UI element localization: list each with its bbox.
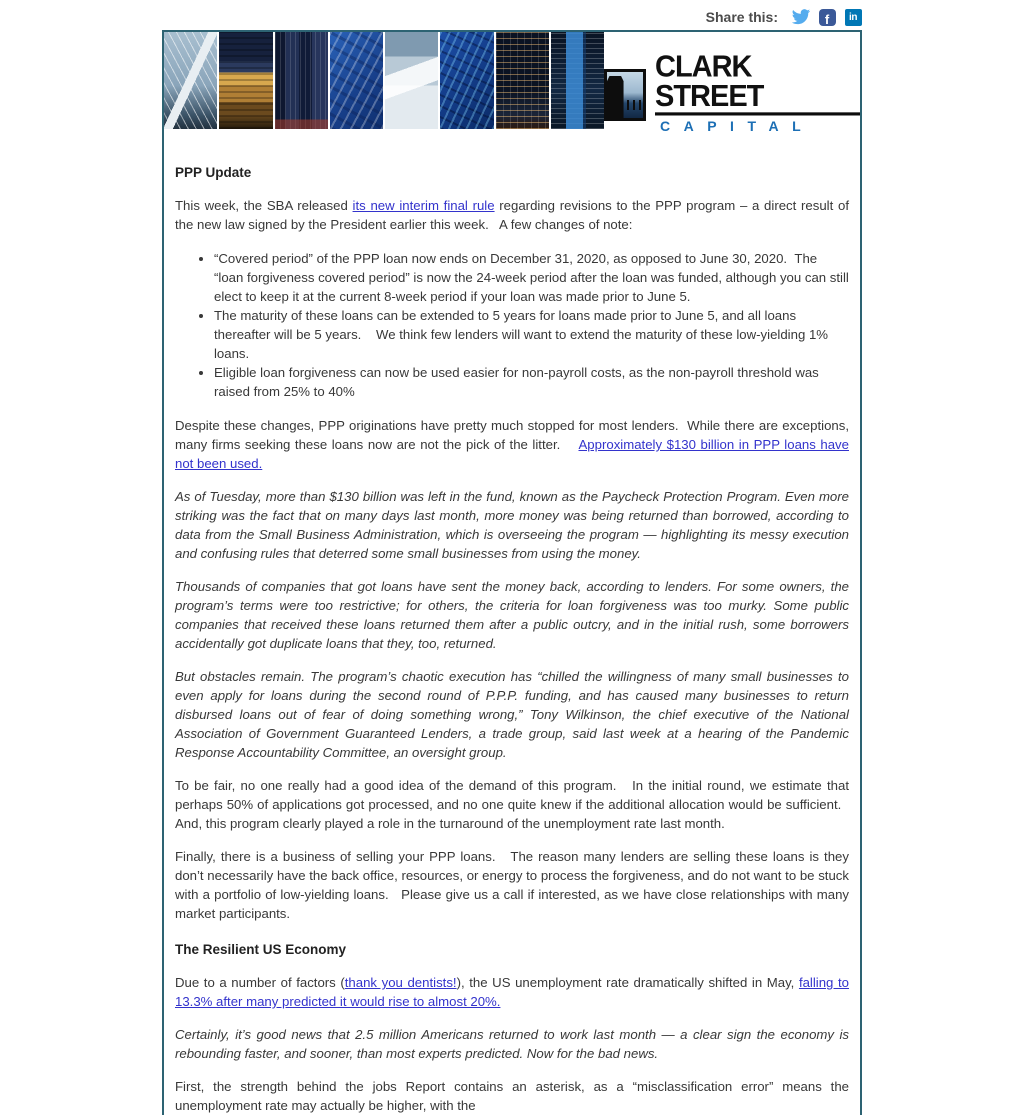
paragraph-quote-obstacles: But obstacles remain. The program’s chaotic execution has “chilled the willingness of many small businesses to even apply for loans during the second round of P.P.P. funding, and has caused many businesses to return disbursed loans out of fear of doing something wrong,” Tony Wilkinson, the chief executive of the National Association of Government Guaranteed Lenders, a trade group, said last week at a hearing of the Pandemic Response Accountability Committee, an oversight group.	[175, 669, 849, 760]
banner-photo-night-skyline	[275, 32, 328, 129]
text-segment: Due to a number of factors (	[175, 975, 345, 990]
twitter-bird-icon	[791, 9, 811, 26]
share-label: Share this:	[705, 9, 778, 25]
logo-name: CLARK STREET	[655, 53, 860, 116]
inline-link[interactable]: Approximately $130 billion in PPP loans have not been used.	[175, 437, 849, 471]
banner-photo-foggy-bridge	[385, 32, 438, 129]
paragraph-certainly: Certainly, it’s good news that 2.5 million Americans returned to work last month — a clear sign the economy is rebounding faster, and sooner, than most experts predicted. Now for the bad news.	[175, 1027, 849, 1061]
bullet-forgiveness: • Eligible loan forgiveness can now be used easier for non-payroll costs, as the non-payroll threshold was raised from 25% to 40%	[214, 363, 849, 401]
inline-link[interactable]: thank you dentists!	[344, 975, 457, 990]
banner-photo-golden-building	[219, 32, 272, 129]
paragraph-intro	[175, 196, 849, 234]
linkedin-icon: in	[845, 9, 862, 26]
inline-link[interactable]: falling to 13.3% after many predicted it would rise to almost 20%.	[175, 975, 849, 1009]
facebook-share-icon[interactable]	[818, 9, 836, 27]
newsletter-body	[164, 163, 860, 1115]
section-heading-ppp-update: PPP Update	[175, 165, 252, 180]
banner-photo-suspension-bridge	[164, 32, 217, 129]
paragraph-first-clipped: First, the strength behind the jobs Report contains an asterisk, as a “misclassification error” means the unemployment rate may actually be higher, with the	[175, 1079, 849, 1113]
paragraph-quote-fund: As of Tuesday, more than $130 billion was left in the fund, known as the Paycheck Protection Program. Even more striking was the fact that on many days last month, more money was being returned than borrowed, according to data from the Small Business Administration, which is overseeing the program — highlighting its messy execution and confusing rules that deterred some small businesses from using the money.	[175, 489, 849, 561]
header-banner-image	[164, 32, 604, 129]
logo-subname: CAPITAL	[660, 118, 815, 134]
share-bar	[162, 8, 862, 27]
banner-photo-digital-board	[330, 32, 383, 129]
newsletter-container	[162, 30, 862, 1115]
paragraph-finally: Finally, there is a business of selling your PPP loans. The reason many lenders are selling these loans is they don’t necessarily have the back office, resources, or energy to process the forgiveness, and do not want to be stuck with a portfolio of low-yielding loans. Please give us a call if interested, as we have close relationships with many market participants.	[175, 849, 849, 921]
logo-text	[655, 50, 860, 136]
bullet-covered-period: • “Covered period” of the PPP loan now ends on December 31, 2020, as opposed to June 30, 2020. The “loan forgiveness covered period” is now the 24-week period after the loan was funded, although you can still elect to keep it at the current 8-week period if your loan was made prior to June 5.	[214, 249, 849, 306]
paragraph-to-be-fair: To be fair, no one really had a good idea of the demand of this program. In the initial round, we estimate that perhaps 50% of applications got processed, and no one quite knew if the additional allocation would be sufficient. And, this program clearly played a role in the turnaround of the unemployment rate last month.	[175, 778, 849, 831]
bullet-maturity: • The maturity of these loans can be extended to 5 years for loans made prior to June 5, and all loans thereafter will be 5 years. We think few lenders will want to extend the maturity of these low-yielding 1% loans.	[214, 306, 849, 363]
newsletter-header	[164, 32, 860, 136]
changes-bullet-list	[175, 249, 849, 401]
text-segment: ), the US unemployment rate dramatically shifted in May,	[456, 975, 799, 990]
inline-link[interactable]: its new interim final rule	[352, 198, 495, 213]
banner-photo-blue-towers	[551, 32, 604, 129]
paragraph-quote-returns: Thousands of companies that got loans have sent the money back, according to lenders. For some owners, the program’s terms were too restrictive; for others, the criteria for loan forgiveness was too murky. Some public companies that received these loans returned them after a public outcry, and in the initial rush, some borrowers accidentally got duplicate loans that they, too, returned.	[175, 579, 849, 651]
text-segment: regarding revisions to the PPP program – a direct result of the new law signed by the President earlier this week. A few changes of note:	[175, 198, 849, 232]
banner-photo-ticker-wall	[440, 32, 493, 129]
twitter-share-icon[interactable]	[792, 9, 810, 27]
linkedin-share-icon[interactable]	[844, 9, 862, 27]
paragraph-despite	[175, 416, 849, 473]
facebook-icon: f	[819, 9, 836, 26]
section-heading-resilient-economy: The Resilient US Economy	[175, 942, 347, 957]
banner-photo-city-lights	[496, 32, 549, 129]
text-segment: This week, the SBA released	[175, 198, 353, 213]
text-segment: Despite these changes, PPP originations have pretty much stopped for most lenders. While there are exceptions, many firms seeking these loans now are not the pick of the litter.	[175, 418, 849, 452]
logo-bridge-tower-icon	[604, 69, 646, 121]
paragraph-due-to-factors	[175, 973, 849, 1011]
company-logo	[604, 32, 860, 136]
